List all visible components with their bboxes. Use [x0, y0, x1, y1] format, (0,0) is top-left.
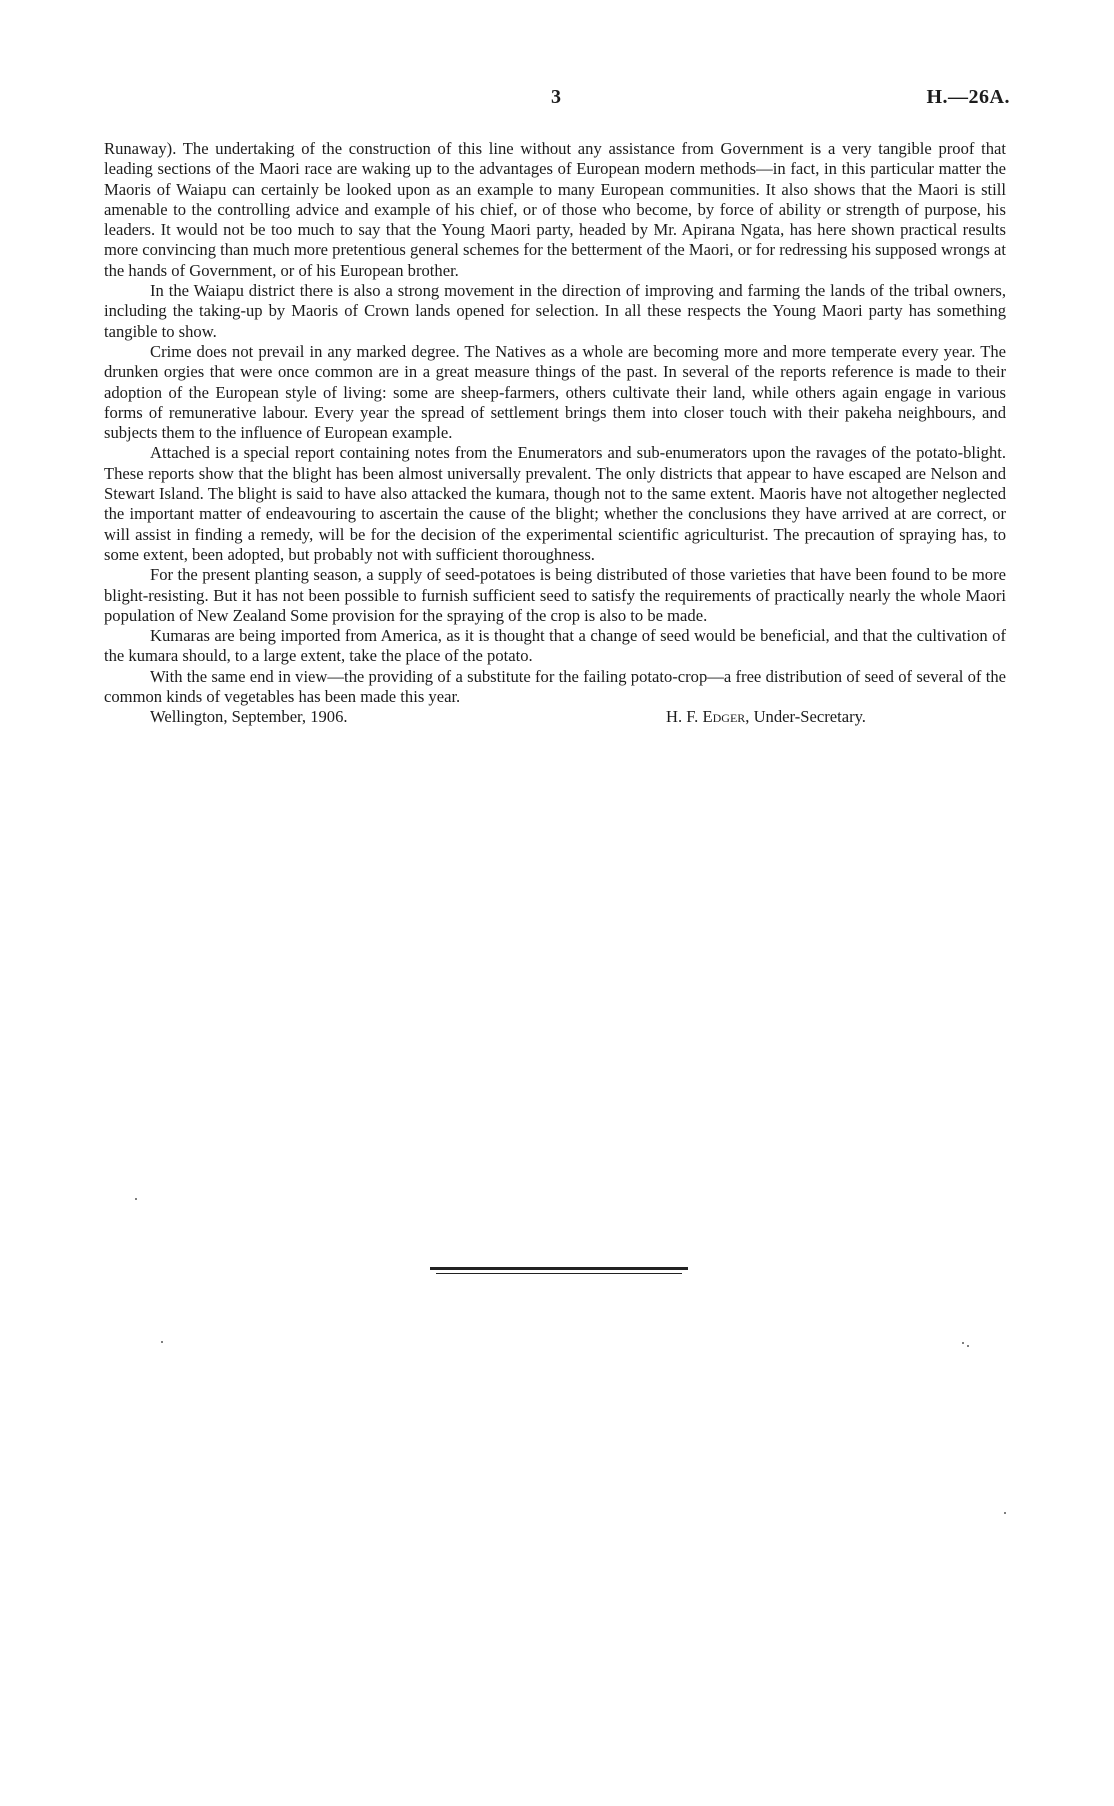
- paragraph-4: Attached is a special report containing notes from the Enumerators and sub-enumerators upon the ravages of the potato-blight. These reports show that the blight has been almost universally prevalent. The only districts that appear to have escaped are Nelson and Stewart Island. The blight is said to have also attacked the kumara, though not to the same extent. Maoris have not altogether neglected the important matter of endeavouring to ascertain the cause of the blight; whether the conclusions they have arrived at are correct, or will assist in finding a remedy, will be for the decision of the experimental scientific agriculturist. The precaution of spraying has, to some extent, been adopted, but probably not with sufficient thoroughness.: [104, 443, 1006, 564]
- paragraph-1: Runaway). The undertaking of the construction of this line without any assistance from Government is a very tangible proof that leading sections of the Maori race are waking up to the advantages of European modern methods—in fact, in this particular matter the Maoris of Waiapu can certainly be looked upon as an example to many European communities. It also shows that the Maori is still amenable to the controlling advice and example of his chief, or of those who become, by force of ability or strength of purpose, his leaders. It would not be too much to say that the Young Maori party, headed by Mr. Apirana Ngata, has here shown practical results more convincing than much more pretentious general schemes for the betterment of the Maori, or for redressing his supposed wrongs at the hands of Government, or of his European brother.: [104, 139, 1006, 280]
- end-rule-thick-line: [430, 1267, 688, 1270]
- signature-title: , Under-Secretary.: [745, 707, 866, 727]
- paragraph-2: In the Waiapu district there is also a strong movement in the direction of improving and farming the lands of the tribal owners, including the taking-up by Maoris of Crown lands opened for selection. In all these respects the Young Maori party has something tangible to show.: [104, 281, 1006, 341]
- signature-name: H. F. Edger: [666, 707, 746, 727]
- paragraph-7: With the same end in view—the providing of a substitute for the failing potato-crop—a free distribution of seed of several of the common kinds of vegetables has been made this year.: [104, 666, 1006, 707]
- scan-speck: [962, 1342, 964, 1344]
- signature-name-title: [666, 707, 866, 727]
- document-reference: H.—26A.: [926, 86, 1010, 108]
- scan-speck: [161, 1341, 163, 1343]
- signature-place-date: Wellington, September, 1906.: [150, 707, 348, 727]
- paragraph-3: Crime does not prevail in any marked degree. The Natives as a whole are becoming more and more temperate every year. The drunken orgies that were once common are in a great measure things of the past. In several of the reports reference is made to their adoption of the European style of living: some are sheep-farmers, others cultivate their land, while others again engage in various forms of remunerative labour. Every year the spread of settlement brings them into closer touch with their pakeha neighbours, and subjects them to the influence of European example.: [104, 341, 1006, 443]
- body-text: [104, 139, 1006, 728]
- signature-block: [104, 707, 1006, 728]
- page-number: 3: [551, 86, 561, 108]
- paragraph-5: For the present planting season, a supply of seed-potatoes is being distributed of those varieties that have been found to be more blight-resisting. But it has not been possible to furnish sufficient seed to satisfy the requirements of practically nearly the whole Maori population of New Zealand Some provision for the spraying of the crop is also to be made.: [104, 565, 1006, 625]
- end-rule-thin-line: [436, 1273, 682, 1274]
- page-header: [0, 86, 1114, 116]
- scan-speck: [1004, 1512, 1006, 1514]
- end-rule: [430, 1267, 688, 1274]
- scan-speck: [135, 1198, 137, 1200]
- paragraph-6: Kumaras are being imported from America, as it is thought that a change of seed would be beneficial, and that the cultivation of the kumara should, to a large extent, take the place of the potato.: [104, 626, 1006, 666]
- scan-speck: [967, 1345, 969, 1347]
